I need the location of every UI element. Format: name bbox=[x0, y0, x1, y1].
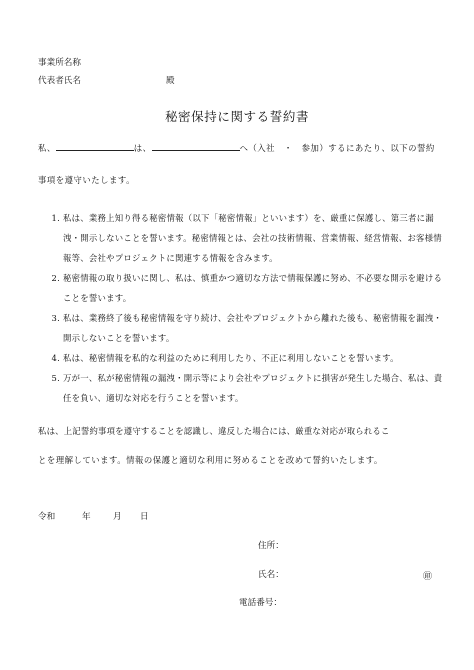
closing-line-1: 私は、上記誓約事項を遵守することを認識し、違反した場合には、厳重な対応が取られるこ bbox=[38, 426, 390, 436]
date-year: 年 bbox=[82, 512, 91, 522]
list-item bbox=[50, 348, 440, 368]
address-label: 住所： bbox=[258, 541, 284, 551]
intro-part-2: は、 bbox=[133, 143, 152, 153]
list-item bbox=[50, 268, 443, 308]
item-number: 4. bbox=[51, 353, 60, 363]
item-number: 5. bbox=[51, 373, 60, 383]
intro-part-1: 私、 bbox=[38, 143, 56, 153]
honorific-label: 殿 bbox=[166, 76, 175, 86]
document-title: 秘密保持に関する誓約書 bbox=[164, 109, 310, 124]
name-blank[interactable] bbox=[56, 141, 134, 151]
item-text: 秘密情報の取り扱いに関し、私は、慎重かつ適切な方法で情報保護に努め、不必要な開示を避けることを誓います。 bbox=[63, 273, 443, 303]
company-blank[interactable] bbox=[152, 141, 240, 151]
list-item bbox=[50, 308, 440, 348]
item-text: 私は、業務終了後も秘密情報を守り続け、会社やプロジェクトから離れた後も、秘密情報を漏洩・開示しないことを誓います。 bbox=[63, 313, 442, 343]
intro-part-3: へ（入社 ・ 参加）するにあたり、以下の誓約 bbox=[239, 143, 435, 153]
item-text: 私は、秘密情報を私的な利益のために利用したり、不正に利用しないことを誓います。 bbox=[63, 353, 399, 363]
item-number: 2. bbox=[51, 273, 60, 283]
representative-name-label: 代表者氏名 bbox=[38, 76, 81, 86]
phone-label: 電話番号： bbox=[239, 598, 282, 608]
item-number: 3. bbox=[51, 313, 60, 323]
date-month: 月 bbox=[113, 512, 122, 522]
item-number: 1. bbox=[51, 213, 60, 223]
name-label: 氏名： bbox=[258, 570, 284, 580]
intro-line-1 bbox=[38, 141, 435, 154]
date-day: 日 bbox=[140, 512, 149, 522]
seal-mark: ㊞ bbox=[423, 572, 433, 582]
closing-line-2: とを理解しています。情報の保護と適切な利用に努めることを改めて誓約いたします。 bbox=[38, 455, 383, 465]
item-text: 私は、業務上知り得る秘密情報（以下「秘密情報」といいます）を、厳重に保護し、第三者に漏洩・開示しないことを誓います。秘密情報とは、会社の技術情報、営業情報、経営情報、お客様情報等、会社やプロジェクトに関連する情報を含みます。 bbox=[63, 213, 442, 263]
list-item bbox=[50, 368, 443, 408]
item-text: 万が一、私が秘密情報の漏洩・開示等により会社やプロジェクトに損害が発生した場合、私は、責任を負い、適切な対応を行うことを誓います。 bbox=[63, 373, 443, 403]
company-name-label: 事業所名称 bbox=[38, 58, 81, 68]
intro-line-2: 事項を遵守いたします。 bbox=[38, 175, 135, 185]
date-era: 令和 bbox=[38, 512, 56, 522]
list-item bbox=[50, 208, 440, 268]
